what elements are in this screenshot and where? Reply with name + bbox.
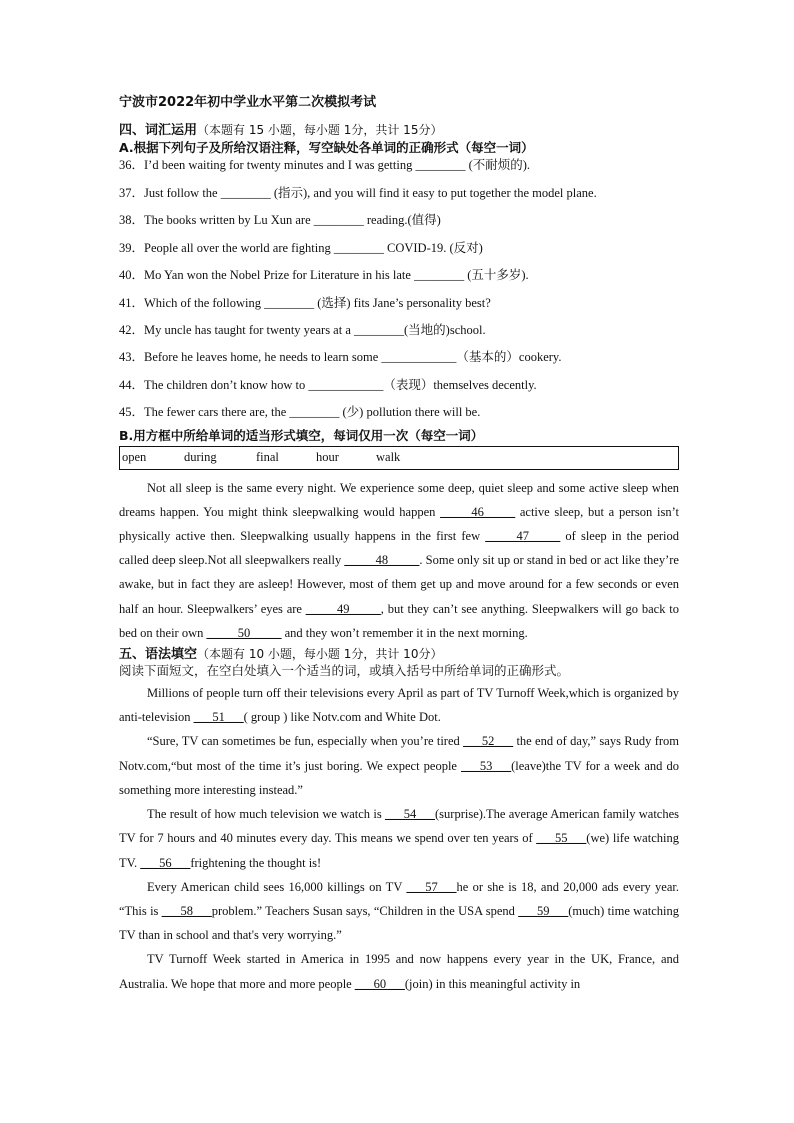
- answer-blank[interactable]: _____48_____: [344, 553, 420, 568]
- word-box-item: during: [184, 450, 217, 465]
- passage-text: The result of how much television we watch is: [147, 807, 385, 822]
- passage-paragraph: [119, 947, 679, 995]
- passage-text: of sleep in the period called deep sleep.Not all sleepwalkers really: [119, 529, 679, 568]
- passage-paragraph: [119, 802, 679, 875]
- section-5-heading: [119, 645, 679, 663]
- section-5-score-note: （本题有 10 小题，每小题 1分，共计 10分）: [197, 647, 443, 662]
- passage-paragraph: [119, 875, 679, 948]
- answer-blank[interactable]: ___51___: [193, 710, 244, 725]
- question-37: 37．Just follow the ________ (指示), and you will find it easy to put together the model plane.: [119, 186, 597, 200]
- answer-blank[interactable]: ___55___: [536, 831, 587, 846]
- question-40: 40．Mo Yan won the Nobel Prize for Literature in his late ________ (五十多岁).: [119, 268, 529, 283]
- answer-blank[interactable]: ___56___: [140, 855, 191, 870]
- word-box: [119, 446, 679, 470]
- word-box-item: hour: [316, 450, 339, 465]
- passage-text: Every American child sees 16,000 killings on TV: [147, 879, 407, 894]
- passage-text: frightening the thought is!: [190, 855, 322, 870]
- word-box-item: walk: [376, 450, 401, 465]
- passage-text: Not all sleep is the same every night. We experience some deep, quiet sleep and some active sleep when dreams happen. You might think sleepwalking would happen: [119, 480, 679, 519]
- question-39: 39．People all over the world are fighting ________ COVID-19. (反对): [119, 240, 483, 255]
- passage-text: Millions of people turn off their televisions every April as part of TV Turnoff Week,which is organized by anti-television: [119, 686, 679, 725]
- answer-blank[interactable]: _____47_____: [485, 529, 561, 544]
- question-43: 43．Before he leaves home, he needs to learn some ____________（基本的）cookery.: [119, 350, 562, 365]
- document-title: 宁波市2022年初中学业水平第二次模拟考试: [119, 95, 377, 110]
- answer-blank[interactable]: ___60___: [354, 976, 405, 991]
- passage-text: problem.” Teachers Susan says, “Children in the USA spend: [211, 903, 519, 918]
- passage-text: and they won’t remember it in the next morning.: [281, 625, 528, 640]
- answer-blank[interactable]: ___52___: [463, 734, 514, 749]
- grammar-passage: [119, 681, 679, 996]
- section-5-title: 五、语法填空: [119, 647, 198, 663]
- answer-blank[interactable]: ___53___: [461, 758, 512, 773]
- answer-blank[interactable]: ___58___: [161, 903, 212, 918]
- passage-text: (join) in this meaningful activity in: [404, 976, 581, 991]
- passage-paragraph: [119, 681, 679, 729]
- answer-blank[interactable]: ___59___: [518, 903, 569, 918]
- passage-text: . Some only sit up or stand in bed or act like they’re awake, but in fact they are asleep! However, most of them get up and move around for a few seconds or even half an hour. Sleepwalkers’ eyes are: [119, 553, 679, 616]
- answer-blank[interactable]: ___57___: [406, 879, 457, 894]
- answer-blank[interactable]: _____50_____: [206, 625, 282, 640]
- question-45: 45．The fewer cars there are, the ________ (少) pollution there will be.: [119, 405, 481, 420]
- question-38: 38．The books written by Lu Xun are ________ reading.(值得): [119, 213, 441, 228]
- word-box-item: open: [122, 450, 147, 465]
- question-36: 36．I’d been waiting for twenty minutes and I was getting ________ (不耐烦的).: [119, 158, 531, 172]
- cloze-passage-b: [119, 476, 679, 645]
- passage-text: , but they can’t see anything. Sleepwalkers will go back to bed on their own: [119, 601, 679, 640]
- passage-text: the end of day,” says Rudy from Notv.com,“but most of the time it’s just boring. We expect people: [119, 734, 679, 773]
- question-list-a: [119, 156, 679, 427]
- answer-blank[interactable]: ___54___: [385, 807, 435, 822]
- exam-content: [119, 94, 679, 996]
- section-4-score-note: （本题有 15 小题，每小题 1分，共计 15分）: [197, 123, 443, 137]
- question-44: 44．The children don’t know how to ____________（表现）themselves decently.: [119, 377, 537, 392]
- passage-text: ( group ) like Notv.com and White Dot.: [243, 710, 441, 725]
- section-4-title: 四、词汇运用: [119, 123, 198, 138]
- question-42: 42．My uncle has taught for twenty years at a ________(当地的)school.: [119, 323, 486, 338]
- passage-text: active sleep, but a person isn’t physically active then. Sleepwalking usually happens in the first few: [119, 504, 679, 544]
- passage-text: (much) time watching TV than in school and that's very worrying.”: [119, 903, 680, 943]
- passage-text: (we) life watching TV.: [119, 831, 679, 870]
- passage-text: TV Turnoff Week started in America in 1995 and now happens every year in the UK, France, and Australia. We hope that more and more people: [119, 952, 679, 991]
- passage-text: (leave)the TV for a week and do something more interesting instead.”: [119, 758, 679, 797]
- section-4-heading: [119, 121, 679, 139]
- passage-text: “Sure, TV can sometimes be fun, especially when you’re tired: [147, 734, 464, 749]
- part-b-heading: B.用方框中所给单词的适当形式填空，每词仅用一次（每空一词）: [119, 427, 484, 443]
- question-41: 41．Which of the following ________ (选择) fits Jane’s personality best?: [119, 295, 491, 310]
- passage-text: he or she is 18, and 20,000 ads every year. “This is: [119, 879, 679, 918]
- passage-text: (surprise).The average American family watches TV for 7 hours and 40 minutes every day. This means we spend over ten years of: [119, 807, 679, 846]
- answer-blank[interactable]: _____46_____: [440, 504, 516, 519]
- part-a-heading: A.根据下列句子及所给汉语注释，写空缺处各单词的正确形式（每空一词）: [119, 140, 534, 155]
- answer-blank[interactable]: _____49_____: [305, 601, 381, 616]
- section-5-instruction: 阅读下面短文，在空白处填入一个适当的词，或填入括号中所给单词的正确形式。: [119, 663, 570, 679]
- word-box-item: final: [256, 450, 279, 465]
- passage-paragraph: [119, 729, 679, 802]
